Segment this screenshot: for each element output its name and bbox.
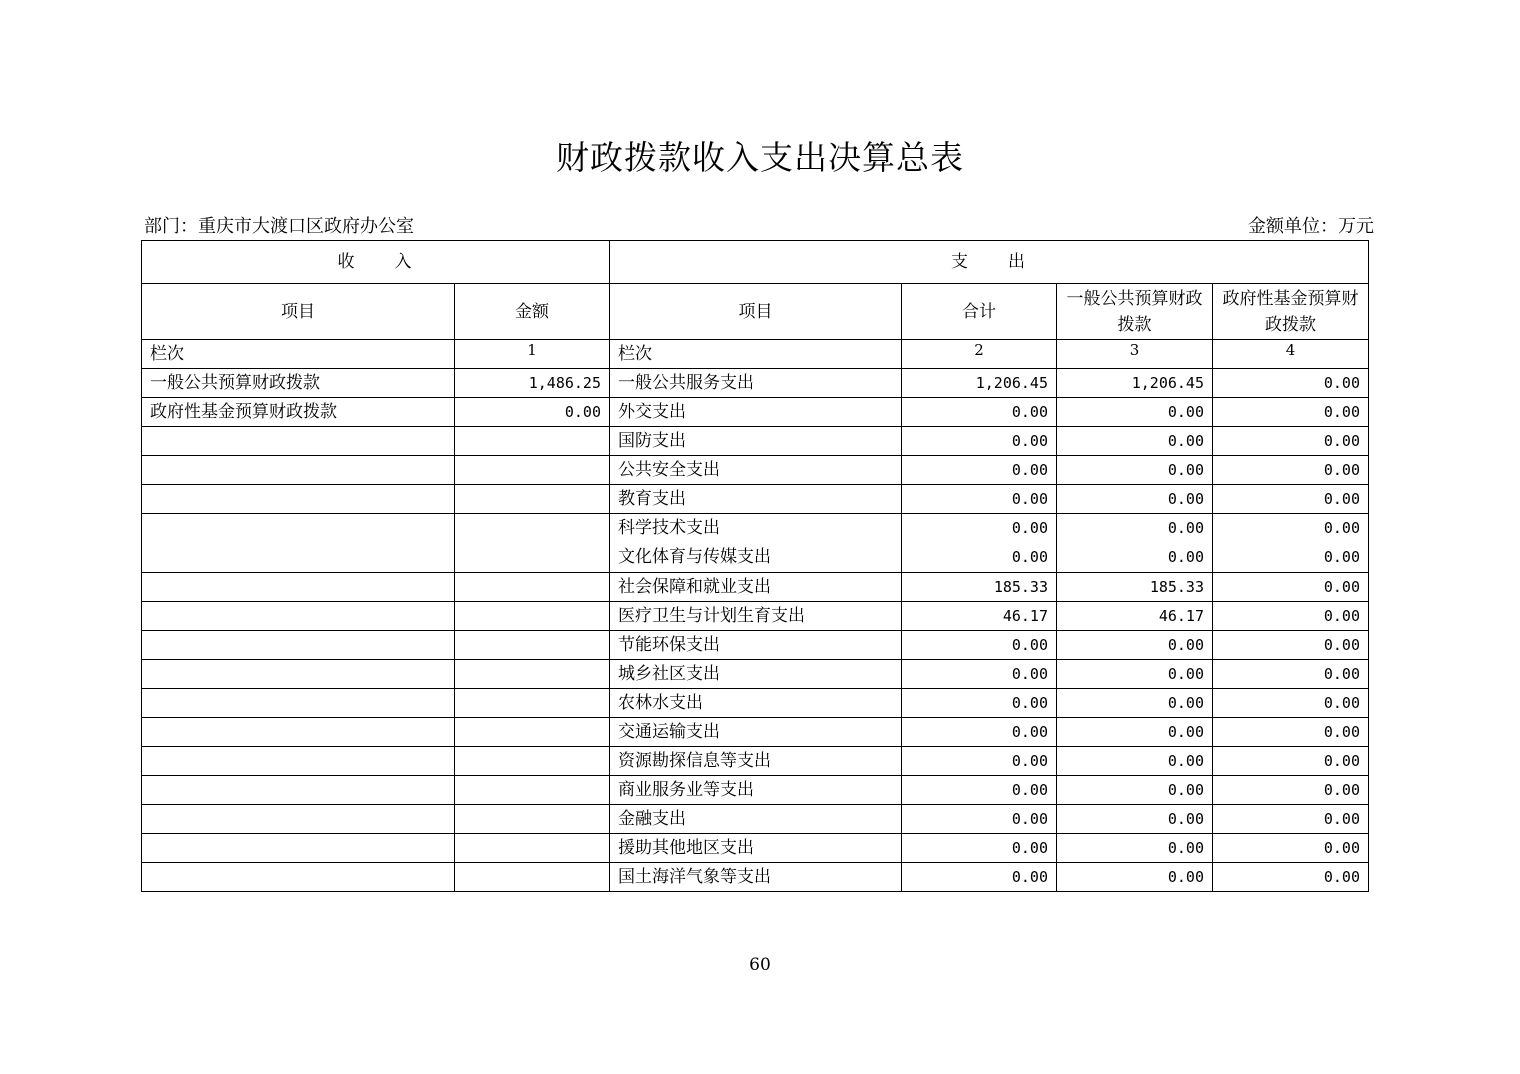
row-expense-item: 一般公共服务支出	[610, 369, 902, 398]
table-row	[142, 805, 1369, 834]
table-row	[142, 398, 1369, 427]
row-general-budget: 1,206.45	[1057, 369, 1213, 398]
row-income-item	[142, 863, 455, 892]
row-total: 0.00	[902, 718, 1057, 747]
row-income-amount	[455, 718, 610, 747]
row-income-item: 一般公共预算财政拨款	[142, 369, 455, 398]
income-section-header: 收 入	[142, 241, 610, 284]
row-line: 0.00	[1323, 519, 1360, 537]
row-income-amount	[455, 805, 610, 834]
row-income-amount	[455, 514, 610, 573]
row-gov-fund	[1213, 514, 1369, 573]
table-row	[142, 718, 1369, 747]
row-income-amount	[455, 631, 610, 660]
row-total: 0.00	[902, 398, 1057, 427]
table-row	[142, 573, 1369, 602]
row-income-item	[142, 456, 455, 485]
department-label: 部门：重庆市大渡口区政府办公室	[144, 216, 414, 237]
table-row	[142, 776, 1369, 805]
row-income-item	[142, 631, 455, 660]
row-gov-fund: 0.00	[1213, 602, 1369, 631]
header-expense-item: 项目	[610, 284, 902, 340]
header-gov-fund: 政府性基金预算财政拨款	[1213, 284, 1369, 340]
row-expense-item: 交通运输支出	[610, 718, 902, 747]
row-general-budget: 185.33	[1057, 573, 1213, 602]
row-gov-fund: 0.00	[1213, 398, 1369, 427]
table-body	[142, 241, 1369, 892]
row-income-item	[142, 660, 455, 689]
table-row	[142, 660, 1369, 689]
row-general-budget: 0.00	[1057, 398, 1213, 427]
row-line: 0.00	[1011, 548, 1048, 566]
row-income-amount	[455, 776, 610, 805]
row-income-amount	[455, 660, 610, 689]
table-row	[142, 485, 1369, 514]
row-total: 0.00	[902, 747, 1057, 776]
row-general-budget: 0.00	[1057, 834, 1213, 863]
row-expense-item: 社会保障和就业支出	[610, 573, 902, 602]
row-expense-item	[610, 514, 902, 573]
final-accounts-table	[141, 240, 1369, 892]
row-income-item	[142, 805, 455, 834]
row-gov-fund: 0.00	[1213, 660, 1369, 689]
row-income-item	[142, 573, 455, 602]
row-income-item	[142, 718, 455, 747]
table-row	[142, 863, 1369, 892]
row-income-item: 政府性基金预算财政拨款	[142, 398, 455, 427]
row-expense-item: 节能环保支出	[610, 631, 902, 660]
row-income-amount	[455, 456, 610, 485]
column-header-row	[142, 284, 1369, 340]
row-income-amount	[455, 573, 610, 602]
row-total: 46.17	[902, 602, 1057, 631]
row-gov-fund: 0.00	[1213, 718, 1369, 747]
section-header-row	[142, 241, 1369, 284]
column-index-1: 1	[455, 340, 610, 369]
row-general-budget	[1057, 514, 1213, 573]
row-income-amount: 0.00	[455, 398, 610, 427]
column-index-income-label: 栏次	[142, 340, 455, 369]
row-expense-item: 农林水支出	[610, 689, 902, 718]
row-general-budget: 0.00	[1057, 805, 1213, 834]
row-gov-fund: 0.00	[1213, 573, 1369, 602]
row-line: 0.00	[1323, 548, 1360, 566]
row-gov-fund: 0.00	[1213, 776, 1369, 805]
row-income-item	[142, 747, 455, 776]
row-general-budget: 0.00	[1057, 631, 1213, 660]
row-total: 0.00	[902, 660, 1057, 689]
row-gov-fund: 0.00	[1213, 834, 1369, 863]
page-number: 60	[749, 955, 771, 975]
row-income-item	[142, 427, 455, 456]
row-total: 0.00	[902, 834, 1057, 863]
column-index-3: 3	[1057, 340, 1213, 369]
table-row	[142, 514, 1369, 573]
row-general-budget: 0.00	[1057, 747, 1213, 776]
row-line	[463, 514, 601, 543]
row-total: 1,206.45	[902, 369, 1057, 398]
header-general-budget: 一般公共预算财政拨款	[1057, 284, 1213, 340]
row-total	[902, 514, 1057, 573]
row-income-item	[142, 834, 455, 863]
header-income-amount: 金额	[455, 284, 610, 340]
column-index-4: 4	[1213, 340, 1369, 369]
row-income-amount	[455, 863, 610, 892]
row-general-budget: 46.17	[1057, 602, 1213, 631]
row-total: 0.00	[902, 631, 1057, 660]
row-total: 0.00	[902, 805, 1057, 834]
table-row	[142, 369, 1369, 398]
row-gov-fund: 0.00	[1213, 689, 1369, 718]
row-line	[150, 543, 446, 572]
row-line: 0.00	[1011, 519, 1048, 537]
column-index-expense-label: 栏次	[610, 340, 902, 369]
row-expense-item: 资源勘探信息等支出	[610, 747, 902, 776]
row-gov-fund: 0.00	[1213, 805, 1369, 834]
row-total: 0.00	[902, 776, 1057, 805]
header-total: 合计	[902, 284, 1057, 340]
row-general-budget: 0.00	[1057, 718, 1213, 747]
row-total: 0.00	[902, 427, 1057, 456]
row-total: 185.33	[902, 573, 1057, 602]
row-general-budget: 0.00	[1057, 427, 1213, 456]
row-income-item	[142, 776, 455, 805]
row-gov-fund: 0.00	[1213, 427, 1369, 456]
row-expense-item: 金融支出	[610, 805, 902, 834]
table-row	[142, 631, 1369, 660]
row-gov-fund: 0.00	[1213, 485, 1369, 514]
row-expense-item: 城乡社区支出	[610, 660, 902, 689]
table-row	[142, 602, 1369, 631]
row-general-budget: 0.00	[1057, 776, 1213, 805]
row-income-amount	[455, 689, 610, 718]
row-expense-item: 商业服务业等支出	[610, 776, 902, 805]
row-expense-item: 外交支出	[610, 398, 902, 427]
page-title: 财政拨款收入支出决算总表	[556, 138, 964, 177]
row-income-item	[142, 485, 455, 514]
row-expense-item: 医疗卫生与计划生育支出	[610, 602, 902, 631]
row-income-amount	[455, 602, 610, 631]
row-general-budget: 0.00	[1057, 456, 1213, 485]
row-general-budget: 0.00	[1057, 660, 1213, 689]
row-expense-item: 国土海洋气象等支出	[610, 863, 902, 892]
table-row	[142, 689, 1369, 718]
unit-label: 金额单位：万元	[1248, 216, 1374, 237]
column-index-row	[142, 340, 1369, 369]
row-line: 科学技术支出	[618, 518, 720, 538]
row-expense-item: 援助其他地区支出	[610, 834, 902, 863]
row-gov-fund: 0.00	[1213, 456, 1369, 485]
row-line: 文化体育与传媒支出	[618, 547, 771, 567]
row-income-amount: 1,486.25	[455, 369, 610, 398]
row-line: 0.00	[1167, 548, 1204, 566]
row-total: 0.00	[902, 456, 1057, 485]
row-income-amount	[455, 747, 610, 776]
row-income-amount	[455, 485, 610, 514]
header-income-item: 项目	[142, 284, 455, 340]
row-income-item	[142, 689, 455, 718]
row-general-budget: 0.00	[1057, 689, 1213, 718]
row-general-budget: 0.00	[1057, 863, 1213, 892]
table-row	[142, 456, 1369, 485]
row-expense-item: 国防支出	[610, 427, 902, 456]
row-expense-item: 教育支出	[610, 485, 902, 514]
table-row	[142, 834, 1369, 863]
row-line	[150, 514, 446, 543]
row-total: 0.00	[902, 485, 1057, 514]
table-row	[142, 747, 1369, 776]
row-income-amount	[455, 834, 610, 863]
row-expense-item: 公共安全支出	[610, 456, 902, 485]
table-row	[142, 427, 1369, 456]
column-index-2: 2	[902, 340, 1057, 369]
row-income-item	[142, 602, 455, 631]
row-income-amount	[455, 427, 610, 456]
row-line: 0.00	[1167, 519, 1204, 537]
row-line	[463, 543, 601, 572]
row-total: 0.00	[902, 689, 1057, 718]
row-general-budget: 0.00	[1057, 485, 1213, 514]
row-gov-fund: 0.00	[1213, 369, 1369, 398]
row-gov-fund: 0.00	[1213, 863, 1369, 892]
row-total: 0.00	[902, 863, 1057, 892]
row-income-item	[142, 514, 455, 573]
row-gov-fund: 0.00	[1213, 747, 1369, 776]
row-gov-fund: 0.00	[1213, 631, 1369, 660]
expense-section-header: 支 出	[610, 241, 1369, 284]
